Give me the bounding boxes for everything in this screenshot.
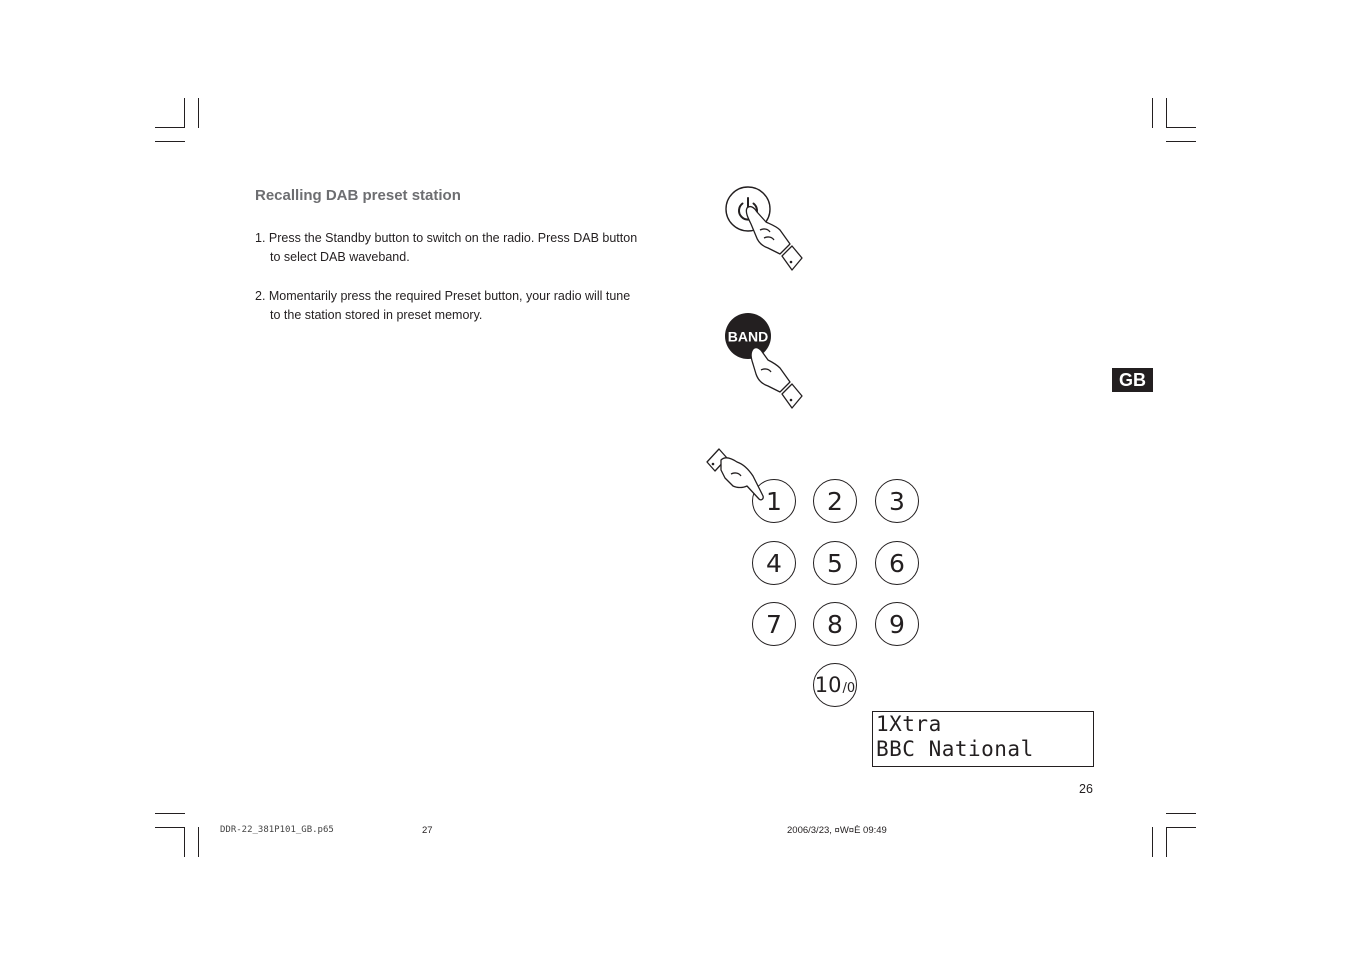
step-1-line-1: 1. Press the Standby button to switch on the radio. Press DAB button	[255, 231, 638, 245]
preset-key-7: 7	[752, 602, 796, 646]
keypad-hand-illustration	[703, 444, 773, 504]
footer-date: 2006/3/23, ¤W¤È 09:49	[787, 825, 887, 836]
pointing-hand-icon	[751, 348, 802, 408]
band-button-label: BAND	[727, 328, 769, 345]
preset-key-10-0	[813, 663, 857, 707]
footer-filename: DDR-22_381P101_GB.p65	[220, 825, 334, 835]
preset-key-5: 5	[813, 541, 857, 585]
step-2-line-1: 2. Momentarily press the required Preset button, your radio will tune	[255, 289, 631, 303]
page-number: 26	[1079, 782, 1093, 796]
step-1-line-2: to select DAB waveband.	[270, 250, 410, 264]
preset-key-6: 6	[875, 541, 919, 585]
preset-key-3: 3	[875, 479, 919, 523]
pointing-hand-icon	[746, 207, 802, 270]
preset-key-8: 8	[813, 602, 857, 646]
instruction-step-1	[255, 229, 637, 267]
preset-key-9: 9	[875, 602, 919, 646]
step-2-line-2: to the station stored in preset memory.	[270, 308, 483, 322]
section-heading: Recalling DAB preset station	[255, 187, 461, 204]
key-10-sub: /0	[842, 680, 856, 696]
instruction-step-2	[255, 287, 630, 325]
pointing-hand-icon	[707, 449, 763, 500]
lcd-line-1: 1Xtra	[876, 712, 942, 736]
band-button-illustration	[720, 310, 810, 410]
preset-key-1: 1	[752, 479, 796, 523]
lcd-display	[872, 711, 1094, 767]
footer-page: 27	[422, 825, 433, 836]
lcd-line-2: BBC National	[876, 737, 1034, 761]
language-tab-badge: GB	[1112, 368, 1153, 392]
standby-button-illustration	[720, 182, 810, 277]
preset-key-4: 4	[752, 541, 796, 585]
preset-key-2: 2	[813, 479, 857, 523]
key-10-main: 10	[814, 673, 842, 697]
